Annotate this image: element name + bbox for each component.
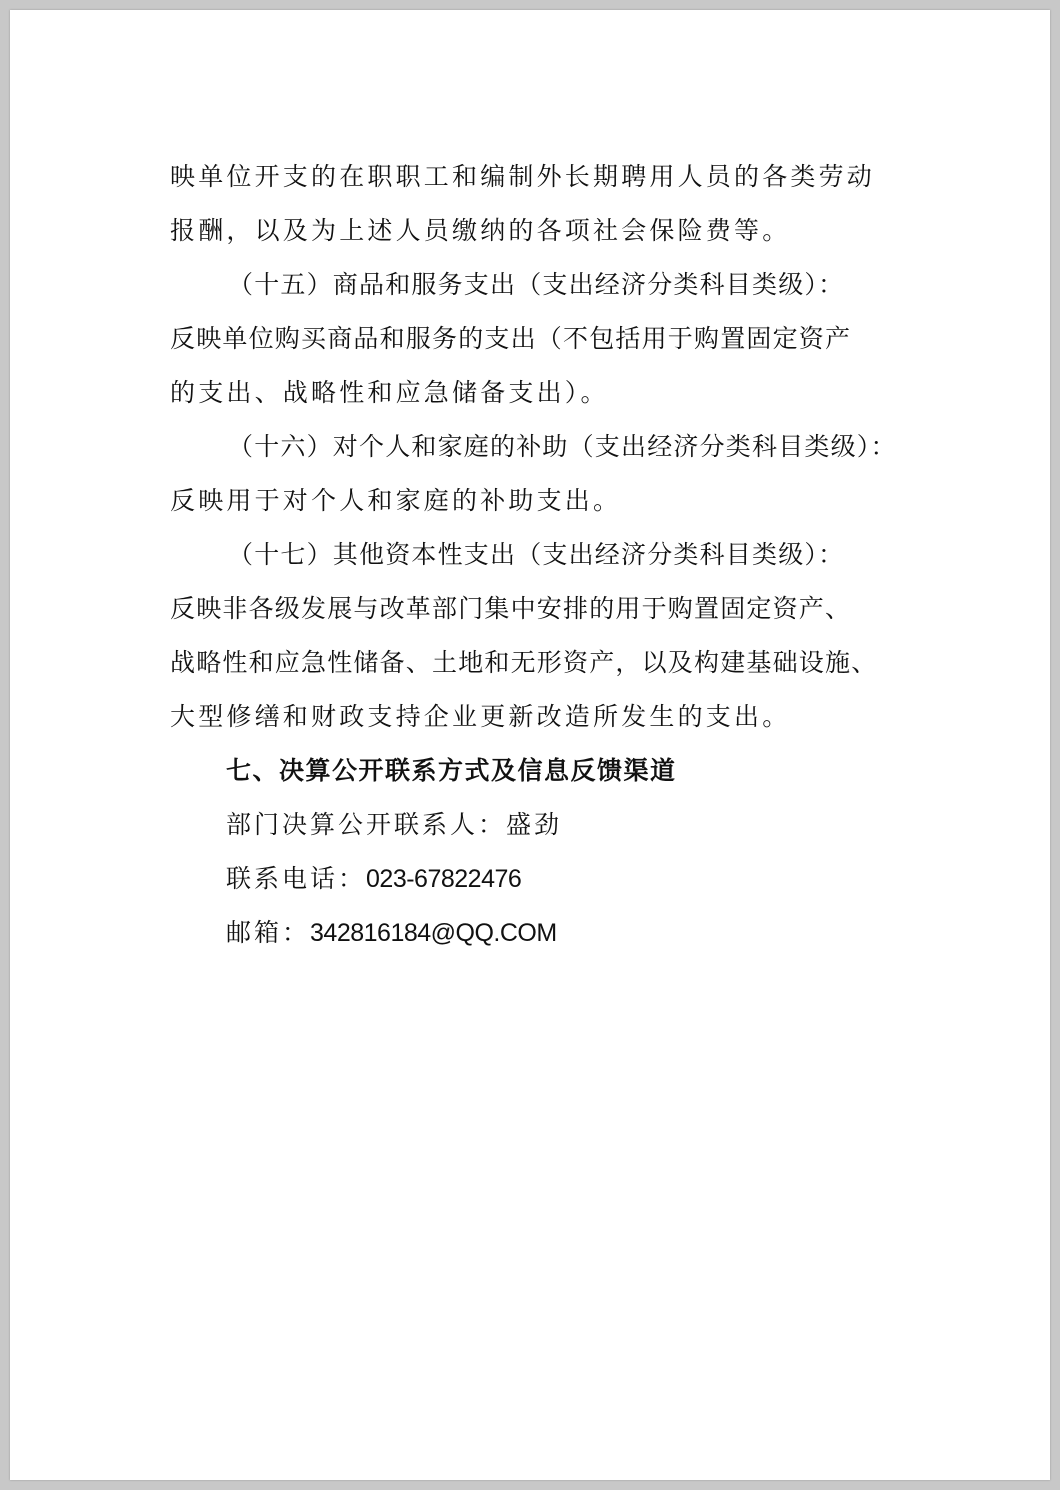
- contact-person-value: 盛劲: [506, 810, 563, 839]
- body-text-line: 战略性和应急性储备、土地和无形资产，以及构建基础设施、: [170, 648, 878, 677]
- page-content: [170, 150, 910, 960]
- contact-person-label: 部门决算公开联系人：: [226, 810, 507, 839]
- contact-email: [170, 906, 910, 960]
- phone-label: 联系电话：: [226, 864, 367, 893]
- body-text-line: 映单位开支的在职职工和编制外长期聘用人员的各类劳动: [170, 162, 876, 191]
- item-heading-16: （十六）对个人和家庭的补助（支出经济分类科目类级）：: [228, 432, 897, 461]
- phone-value: 023-67822476: [366, 865, 522, 893]
- body-text-line: 的支出、战略性和应急储备支出）。: [170, 378, 609, 407]
- email-value: 342816184@QQ.COM: [310, 919, 557, 947]
- item-heading-17: （十七）其他资本性支出（支出经济分类科目类级）：: [228, 540, 845, 569]
- body-text-line: 反映非各级发展与改革部门集中安排的用于购置固定资产、: [170, 594, 852, 623]
- contact-phone: [170, 852, 910, 906]
- section-heading: 七、决算公开联系方式及信息反馈渠道: [226, 756, 677, 785]
- contact-person: [170, 798, 910, 852]
- body-text-line: 报酬，以及为上述人员缴纳的各项社会保险费等。: [170, 216, 791, 245]
- item-heading-15: （十五）商品和服务支出（支出经济分类科目类级）：: [228, 270, 845, 299]
- email-label: 邮箱：: [226, 918, 311, 947]
- body-text-line: 反映用于对个人和家庭的补助支出。: [170, 486, 622, 515]
- body-text-line: 反映单位购买商品和服务的支出（不包括用于购置固定资产: [170, 324, 852, 353]
- document-page: [10, 10, 1050, 1480]
- body-text-line: 大型修缮和财政支持企业更新改造所发生的支出。: [170, 702, 791, 731]
